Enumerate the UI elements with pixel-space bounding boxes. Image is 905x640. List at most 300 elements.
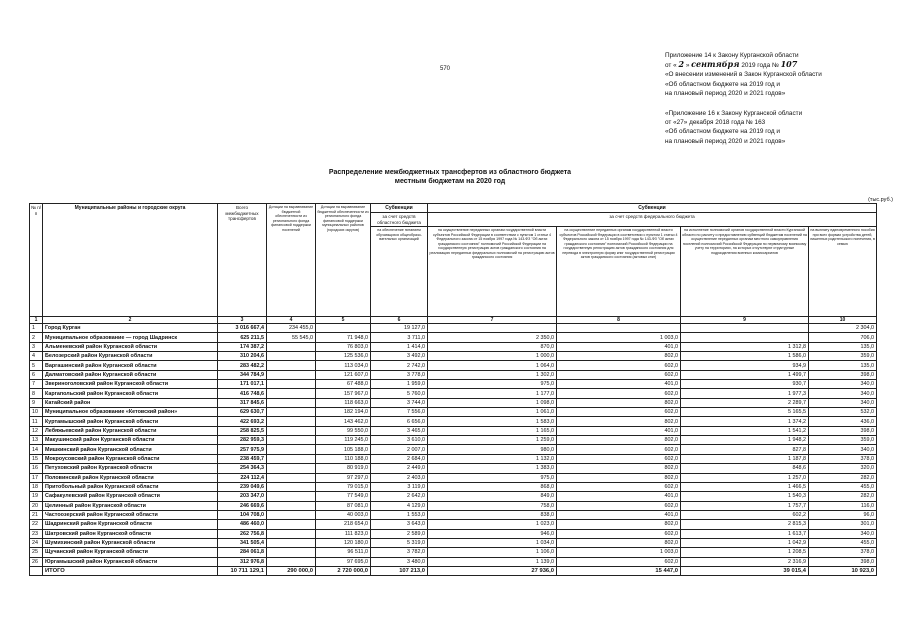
appendix-reference-bottom [665, 109, 900, 146]
subvention-civil-registry-cell: 1 023,0 [428, 520, 557, 529]
header-col-7: на осуществление переданных органам государственной власти субъектов Российской Федерации в соответствии с пунктом 1 статьи 4 Федерального закона от 15 ноября 1997 года № 143-ФЗ "Об актах гражданского состояния" полномочий Российской Федерации на государственную регистрацию актов гражданского состояния на реализацию переданных федеральных полномочий на регистрацию актов гражданского состояния [428, 227, 557, 317]
total-transfers-cell: 341 505,4 [218, 538, 267, 547]
header-col-10: на выплату единовременного пособия при всех формах устройства детей, лишенных родительского попечения, в семью [809, 227, 877, 317]
district-name-cell: Целинный район Курганской области [43, 501, 218, 510]
subvention-civil-registry-cell: 2 350,0 [428, 333, 557, 342]
district-name-cell: Мишкинский район Курганской области [43, 445, 218, 454]
district-name-cell: Шумихинский район Курганской области [43, 538, 218, 547]
subvention-military-registration-cell: 1 541,2 [681, 426, 809, 435]
subvention-military-registration-cell: 1 208,5 [681, 548, 809, 557]
subvention-registry-digitization-cell: 401,0 [557, 380, 681, 389]
total-transfers-cell: 3 016 667,4 [218, 324, 267, 333]
total-transfers-cell: 282 959,3 [218, 436, 267, 445]
appendix-date-line [665, 60, 900, 70]
dotation-settlements-cell [267, 454, 316, 463]
total-transfers-cell: 10 711 129,1 [218, 566, 267, 575]
header-name: Муниципальные районы и городские округа [43, 204, 218, 317]
page-number: 570 [440, 66, 451, 72]
subvention-child-placement-cell: 398,0 [809, 426, 877, 435]
table-row [30, 361, 877, 370]
subvention-meals-cell: 3 778,0 [371, 370, 428, 379]
handwritten-day: 2 [678, 59, 685, 70]
total-transfers-cell: 239 049,6 [218, 482, 267, 491]
district-name-cell: Звериноголовский район Курганской области [43, 380, 218, 389]
row-index-cell: 9 [30, 398, 43, 407]
appendix-line: от «27» декабря 2018 года № 163 [665, 119, 766, 127]
subvention-child-placement-cell: 10 923,0 [809, 566, 877, 575]
row-index-cell: 10 [30, 408, 43, 417]
dotation-districts-cell: 99 550,0 [316, 426, 371, 435]
total-transfers-cell: 224 112,4 [218, 473, 267, 482]
subvention-meals-cell: 3 782,0 [371, 548, 428, 557]
subvention-registry-digitization-cell: 1 003,0 [557, 333, 681, 342]
total-transfers-cell: 238 459,7 [218, 454, 267, 463]
header-regional-funds: за счет средств областного бюджета [371, 213, 428, 227]
dotation-settlements-cell [267, 398, 316, 407]
date-mid: » [685, 62, 690, 70]
total-transfers-cell: 310 204,6 [218, 352, 267, 361]
district-name-cell: Шадринский район Курганской области [43, 520, 218, 529]
subvention-child-placement-cell: 301,0 [809, 520, 877, 529]
district-name-cell: Макушинский район Курганской области [43, 436, 218, 445]
header-row-1 [30, 204, 877, 213]
subvention-military-registration-cell: 1 977,3 [681, 389, 809, 398]
subvention-meals-cell: 1 553,0 [371, 510, 428, 519]
dotation-settlements-cell [267, 473, 316, 482]
dotation-districts-cell: 143 462,0 [316, 417, 371, 426]
dotation-settlements-cell [267, 538, 316, 547]
subvention-military-registration-cell: 1 374,2 [681, 417, 809, 426]
subvention-meals-cell: 3 744,0 [371, 398, 428, 407]
table-row [30, 324, 877, 333]
subvention-military-registration-cell: 1 187,8 [681, 454, 809, 463]
row-index-cell: 2 [30, 333, 43, 342]
total-transfers-cell: 283 482,2 [218, 361, 267, 370]
dotation-settlements-cell [267, 417, 316, 426]
header-dotation-settlements: Дотации на выравнивание бюджетной обеспеченности из регионального фонда финансовой поддержки поселений [267, 204, 316, 317]
dotation-districts-cell: 71 948,0 [316, 333, 371, 342]
total-transfers-cell: 171 017,1 [218, 380, 267, 389]
row-index-cell: 18 [30, 482, 43, 491]
district-name-cell: ИТОГО [43, 566, 218, 575]
subvention-registry-digitization-cell: 802,0 [557, 473, 681, 482]
subvention-civil-registry-cell: 870,0 [428, 342, 557, 351]
subvention-registry-digitization-cell: 602,0 [557, 389, 681, 398]
subvention-child-placement-cell: 398,0 [809, 557, 877, 566]
subvention-registry-digitization-cell [557, 324, 681, 333]
subvention-civil-registry-cell: 27 936,0 [428, 566, 557, 575]
district-name-cell: Муниципальное образование — город Шадринск [43, 333, 218, 342]
subvention-registry-digitization-cell: 15 447,0 [557, 566, 681, 575]
appendix-line: «Приложение 16 к Закону Курганской области [665, 110, 803, 117]
table-row [30, 520, 877, 529]
subvention-registry-digitization-cell: 401,0 [557, 510, 681, 519]
table-row [30, 510, 877, 519]
subvention-military-registration-cell: 1 540,3 [681, 492, 809, 501]
district-name-cell: Юргамышский район Курганской области [43, 557, 218, 566]
subvention-child-placement-cell: 135,0 [809, 342, 877, 351]
subvention-civil-registry-cell: 1 302,0 [428, 370, 557, 379]
total-transfers-cell: 317 845,6 [218, 398, 267, 407]
row-index-cell: 20 [30, 501, 43, 510]
row-index-cell: 6 [30, 370, 43, 379]
subvention-child-placement-cell: 340,0 [809, 529, 877, 538]
total-row [30, 566, 877, 575]
subvention-military-registration-cell: 934,9 [681, 361, 809, 370]
district-name-cell: Шатровский район Курганской области [43, 529, 218, 538]
table-row [30, 398, 877, 407]
row-index-cell: 22 [30, 520, 43, 529]
subvention-military-registration-cell: 2 316,9 [681, 557, 809, 566]
subvention-civil-registry-cell: 1 177,0 [428, 389, 557, 398]
appendix-line: на плановый период 2020 и 2021 годов» [665, 137, 786, 145]
subvention-civil-registry-cell: 1 064,0 [428, 361, 557, 370]
dotation-settlements-cell [267, 557, 316, 566]
row-index-cell: 16 [30, 464, 43, 473]
subvention-civil-registry-cell: 849,0 [428, 492, 557, 501]
total-transfers-cell: 246 669,6 [218, 501, 267, 510]
subvention-meals-cell: 19 127,0 [371, 324, 428, 333]
table-row [30, 538, 877, 547]
subvention-civil-registry-cell: 1 132,0 [428, 454, 557, 463]
total-transfers-cell: 625 211,5 [218, 333, 267, 342]
table-row [30, 492, 877, 501]
subvention-military-registration-cell: 1 312,8 [681, 342, 809, 351]
subvention-military-registration-cell: 1 586,0 [681, 352, 809, 361]
row-index-cell: 25 [30, 548, 43, 557]
dotation-districts-cell: 120 180,0 [316, 538, 371, 547]
dotation-districts-cell: 157 967,0 [316, 389, 371, 398]
table-row [30, 426, 877, 435]
appendix-reference-top [665, 51, 900, 98]
total-transfers-cell: 422 693,2 [218, 417, 267, 426]
subvention-meals-cell: 2 403,0 [371, 473, 428, 482]
subvention-civil-registry-cell: 838,0 [428, 510, 557, 519]
subvention-child-placement-cell: 436,0 [809, 417, 877, 426]
row-index-cell: 8 [30, 389, 43, 398]
dotation-settlements-cell [267, 342, 316, 351]
subvention-child-placement-cell: 2 304,0 [809, 324, 877, 333]
subvention-registry-digitization-cell: 401,0 [557, 342, 681, 351]
subvention-military-registration-cell: 848,6 [681, 464, 809, 473]
subvention-civil-registry-cell: 1 034,0 [428, 538, 557, 547]
district-name-cell: Далматовский район Курганской области [43, 370, 218, 379]
dotation-settlements-cell [267, 389, 316, 398]
appendix-line: «Об областном бюджете на 2019 год и [665, 128, 780, 136]
subvention-registry-digitization-cell: 802,0 [557, 417, 681, 426]
dotation-settlements-cell [267, 445, 316, 454]
total-transfers-cell: 254 364,3 [218, 464, 267, 473]
subvention-civil-registry-cell: 1 000,0 [428, 352, 557, 361]
col-number: 6 [371, 317, 428, 324]
subvention-child-placement-cell: 706,0 [809, 333, 877, 342]
subvention-meals-cell: 2 742,0 [371, 361, 428, 370]
subvention-child-placement-cell: 455,0 [809, 538, 877, 547]
col-number: 10 [809, 317, 877, 324]
dotation-settlements-cell [267, 529, 316, 538]
dotation-settlements-cell [267, 352, 316, 361]
subvention-child-placement-cell: 398,0 [809, 370, 877, 379]
table-row [30, 548, 877, 557]
document-title [230, 168, 670, 186]
subvention-civil-registry-cell: 1 259,0 [428, 436, 557, 445]
dotation-settlements-cell [267, 370, 316, 379]
subvention-meals-cell: 2 007,0 [371, 445, 428, 454]
row-index-cell: 26 [30, 557, 43, 566]
subvention-registry-digitization-cell: 401,0 [557, 492, 681, 501]
dotation-settlements-cell [267, 501, 316, 510]
subvention-registry-digitization-cell: 1 003,0 [557, 548, 681, 557]
dotation-districts-cell: 77 549,0 [316, 492, 371, 501]
district-name-cell: Каргапольский район Курганской области [43, 389, 218, 398]
subvention-registry-digitization-cell: 802,0 [557, 520, 681, 529]
district-name-cell: Притобольный район Курганской области [43, 482, 218, 491]
table-row [30, 333, 877, 342]
subvention-meals-cell: 7 556,0 [371, 408, 428, 417]
subvention-meals-cell: 2 589,0 [371, 529, 428, 538]
subvention-civil-registry-cell: 975,0 [428, 473, 557, 482]
subvention-child-placement-cell: 116,0 [809, 501, 877, 510]
dotation-districts-cell: 105 188,0 [316, 445, 371, 454]
subvention-military-registration-cell: 5 165,5 [681, 408, 809, 417]
dotation-districts-cell: 87 081,0 [316, 501, 371, 510]
appendix-line: «Об областном бюджете на 2019 год и [665, 80, 780, 88]
subvention-registry-digitization-cell: 602,0 [557, 482, 681, 491]
subvention-civil-registry-cell [428, 324, 557, 333]
table-row [30, 408, 877, 417]
dotation-settlements-cell [267, 426, 316, 435]
dotation-districts-cell: 110 188,0 [316, 454, 371, 463]
subvention-civil-registry-cell: 1 165,0 [428, 426, 557, 435]
dotation-settlements-cell: 55 545,0 [267, 333, 316, 342]
header-federal-funds: за счет средств федерального бюджета [428, 213, 877, 227]
dotation-districts-cell: 113 034,0 [316, 361, 371, 370]
col-number: 4 [267, 317, 316, 324]
header-col-9: на исполнение полномочий органов государственной власти Курганской области по расчету и предоставлению субвенций бюджетам поселений на осуществление переданных органам местного самоуправления поселений полномочий Российской Федерации по первичному воинскому учету на территориях, на которых отсутствуют структурные подразделения военных комиссариатов [681, 227, 809, 317]
appendix-line: «О внесении изменений в Закон Курганской области [665, 71, 822, 79]
col-number: 2 [43, 317, 218, 324]
row-index-cell: 4 [30, 352, 43, 361]
subvention-registry-digitization-cell: 602,0 [557, 370, 681, 379]
table-row [30, 380, 877, 389]
subvention-military-registration-cell: 930,7 [681, 380, 809, 389]
district-name-cell: Куртамышский район Курганской области [43, 417, 218, 426]
header-num: № п/п [30, 204, 43, 317]
subvention-civil-registry-cell: 1 106,0 [428, 548, 557, 557]
subvention-child-placement-cell: 282,0 [809, 473, 877, 482]
dotation-settlements-cell [267, 510, 316, 519]
table-body [30, 324, 877, 576]
subvention-civil-registry-cell: 975,0 [428, 380, 557, 389]
title-line-1: Распределение межбюджетных трансфертов из областного бюджета [328, 169, 572, 176]
handwritten-month: сентября [691, 59, 740, 70]
subvention-military-registration-cell: 1 613,7 [681, 529, 809, 538]
subvention-civil-registry-cell: 1 061,0 [428, 408, 557, 417]
header-col-8: на осуществление переданных органам государственной власти субъектов Российской Федерации в соответствии с пунктом 1 статьи 4 Федерального закона от 15 ноября 1997 года № 143-ФЗ "Об актах гражданского состояния" полномочий Российской Федерации на государственную регистрацию актов гражданского состояния для перевода в электронную форму книг государственной регистрации актов гражданского состояния (актовых книг) [557, 227, 681, 317]
total-transfers-cell: 629 630,7 [218, 408, 267, 417]
subvention-military-registration-cell [681, 333, 809, 342]
subvention-meals-cell: 2 449,0 [371, 464, 428, 473]
subvention-military-registration-cell: 1 466,5 [681, 482, 809, 491]
row-index-cell: 3 [30, 342, 43, 351]
table-row [30, 417, 877, 426]
district-name-cell: Частоозерский район Курганской области [43, 510, 218, 519]
subvention-military-registration-cell: 827,8 [681, 445, 809, 454]
subvention-meals-cell: 3 610,0 [371, 436, 428, 445]
subvention-civil-registry-cell: 980,0 [428, 445, 557, 454]
subvention-child-placement-cell: 455,0 [809, 482, 877, 491]
dotation-districts-cell: 76 803,0 [316, 342, 371, 351]
dotation-districts-cell: 121 607,0 [316, 370, 371, 379]
subvention-child-placement-cell: 282,0 [809, 492, 877, 501]
row-index-cell: 5 [30, 361, 43, 370]
dotation-districts-cell: 79 015,0 [316, 482, 371, 491]
subvention-meals-cell: 3 465,0 [371, 426, 428, 435]
subvention-civil-registry-cell: 1 383,0 [428, 464, 557, 473]
subvention-meals-cell: 3 480,0 [371, 557, 428, 566]
row-index-cell: 12 [30, 426, 43, 435]
table-row [30, 464, 877, 473]
subvention-meals-cell: 5 319,0 [371, 538, 428, 547]
dotation-settlements-cell [267, 464, 316, 473]
table-row [30, 557, 877, 566]
dotation-districts-cell: 80 919,0 [316, 464, 371, 473]
dotation-districts-cell: 67 488,0 [316, 380, 371, 389]
header-total: Всего межбюджетных трансфертов [218, 204, 267, 317]
subvention-meals-cell: 5 760,0 [371, 389, 428, 398]
dotation-settlements-cell [267, 482, 316, 491]
district-name-cell: Город Курган [43, 324, 218, 333]
subvention-registry-digitization-cell: 602,0 [557, 501, 681, 510]
col-number: 9 [681, 317, 809, 324]
row-index-cell: 17 [30, 473, 43, 482]
subvention-civil-registry-cell: 1 098,0 [428, 398, 557, 407]
header-subventions-group-2: Субвенции [428, 204, 877, 213]
table-row [30, 370, 877, 379]
district-name-cell: Петуховский район Курганской области [43, 464, 218, 473]
subvention-military-registration-cell: 602,2 [681, 510, 809, 519]
dotation-settlements-cell: 290 000,0 [267, 566, 316, 575]
subvention-registry-digitization-cell: 602,0 [557, 454, 681, 463]
total-transfers-cell: 174 387,2 [218, 342, 267, 351]
subvention-child-placement-cell: 378,0 [809, 548, 877, 557]
date-year: 2019 года № [741, 62, 779, 70]
subvention-child-placement-cell: 532,0 [809, 408, 877, 417]
dotation-settlements-cell [267, 380, 316, 389]
subvention-registry-digitization-cell: 802,0 [557, 352, 681, 361]
total-transfers-cell: 257 975,9 [218, 445, 267, 454]
row-index-cell: 23 [30, 529, 43, 538]
subvention-meals-cell: 6 656,0 [371, 417, 428, 426]
column-numbers-row [30, 317, 877, 324]
subvention-meals-cell: 2 684,0 [371, 454, 428, 463]
subvention-meals-cell: 3 492,0 [371, 352, 428, 361]
col-number: 1 [30, 317, 43, 324]
dotation-districts-cell: 119 245,0 [316, 436, 371, 445]
table-row [30, 445, 877, 454]
table-row [30, 482, 877, 491]
dotation-districts-cell: 218 654,0 [316, 520, 371, 529]
table-row [30, 454, 877, 463]
district-name-cell: Альменевский район Курганской области [43, 342, 218, 351]
subvention-registry-digitization-cell: 602,0 [557, 557, 681, 566]
subvention-registry-digitization-cell: 602,0 [557, 445, 681, 454]
row-index-cell: 7 [30, 380, 43, 389]
subvention-military-registration-cell: 2 289,7 [681, 398, 809, 407]
table-row [30, 529, 877, 538]
row-index-cell: 13 [30, 436, 43, 445]
district-name-cell: Сафакулевский район Курганской области [43, 492, 218, 501]
header-dotation-districts: Дотации на выравнивание бюджетной обеспеченности из регионального фонда финансовой поддержки муниципальных районов (городских округов) [316, 204, 371, 317]
total-transfers-cell: 262 756,8 [218, 529, 267, 538]
date-prefix: от « [665, 62, 677, 70]
subvention-meals-cell: 3 643,0 [371, 520, 428, 529]
table-row [30, 501, 877, 510]
row-index-cell: 15 [30, 454, 43, 463]
dotation-districts-cell: 111 823,0 [316, 529, 371, 538]
table-row [30, 473, 877, 482]
district-name-cell: Муниципальное образование «Кетовский район» [43, 408, 218, 417]
subvention-civil-registry-cell: 1 583,0 [428, 417, 557, 426]
dotation-settlements-cell [267, 408, 316, 417]
row-index-cell: 1 [30, 324, 43, 333]
subvention-child-placement-cell: 96,0 [809, 510, 877, 519]
district-name-cell: Половинский район Курганской области [43, 473, 218, 482]
dotation-settlements-cell [267, 361, 316, 370]
subvention-registry-digitization-cell: 602,0 [557, 529, 681, 538]
subvention-military-registration-cell [681, 324, 809, 333]
total-transfers-cell: 258 825,5 [218, 426, 267, 435]
subvention-child-placement-cell: 320,0 [809, 464, 877, 473]
col-number: 3 [218, 317, 267, 324]
table-row [30, 436, 877, 445]
subvention-child-placement-cell: 359,0 [809, 352, 877, 361]
subvention-child-placement-cell: 378,0 [809, 454, 877, 463]
units-label: (тыс.руб.) [868, 197, 893, 203]
total-transfers-cell: 416 748,6 [218, 389, 267, 398]
dotation-settlements-cell [267, 492, 316, 501]
district-name-cell: Белозерский район Курганской области [43, 352, 218, 361]
col-number: 8 [557, 317, 681, 324]
subvention-military-registration-cell: 1 757,7 [681, 501, 809, 510]
subvention-meals-cell: 1 414,0 [371, 342, 428, 351]
district-name-cell: Лебяжьевский район Курганской области [43, 426, 218, 435]
subvention-child-placement-cell: 359,0 [809, 436, 877, 445]
subvention-registry-digitization-cell: 802,0 [557, 464, 681, 473]
subvention-civil-registry-cell: 868,0 [428, 482, 557, 491]
subvention-child-placement-cell: 340,0 [809, 380, 877, 389]
district-name-cell: Катайский район [43, 398, 218, 407]
dotation-districts-cell: 118 663,0 [316, 398, 371, 407]
subvention-military-registration-cell: 1 257,0 [681, 473, 809, 482]
subvention-military-registration-cell: 1 948,2 [681, 436, 809, 445]
dotation-districts-cell: 182 194,0 [316, 408, 371, 417]
total-transfers-cell: 486 460,0 [218, 520, 267, 529]
district-name-cell: Щучанский район Курганской области [43, 548, 218, 557]
appendix-line: на плановый период 2020 и 2021 годов» [665, 89, 786, 97]
subvention-meals-cell: 1 959,0 [371, 380, 428, 389]
handwritten-number: 107 [780, 59, 798, 70]
col-number: 5 [316, 317, 371, 324]
header-col-6: на обеспечение питанием обучающихся общеобразо-вательных организаций [371, 227, 428, 317]
subvention-registry-digitization-cell: 602,0 [557, 361, 681, 370]
title-line-2: местным бюджетам на 2020 год [394, 178, 506, 185]
subvention-meals-cell: 3 119,0 [371, 482, 428, 491]
subvention-registry-digitization-cell: 802,0 [557, 436, 681, 445]
dotation-districts-cell: 125 536,0 [316, 352, 371, 361]
total-transfers-cell: 203 347,0 [218, 492, 267, 501]
dotation-districts-cell: 40 003,0 [316, 510, 371, 519]
